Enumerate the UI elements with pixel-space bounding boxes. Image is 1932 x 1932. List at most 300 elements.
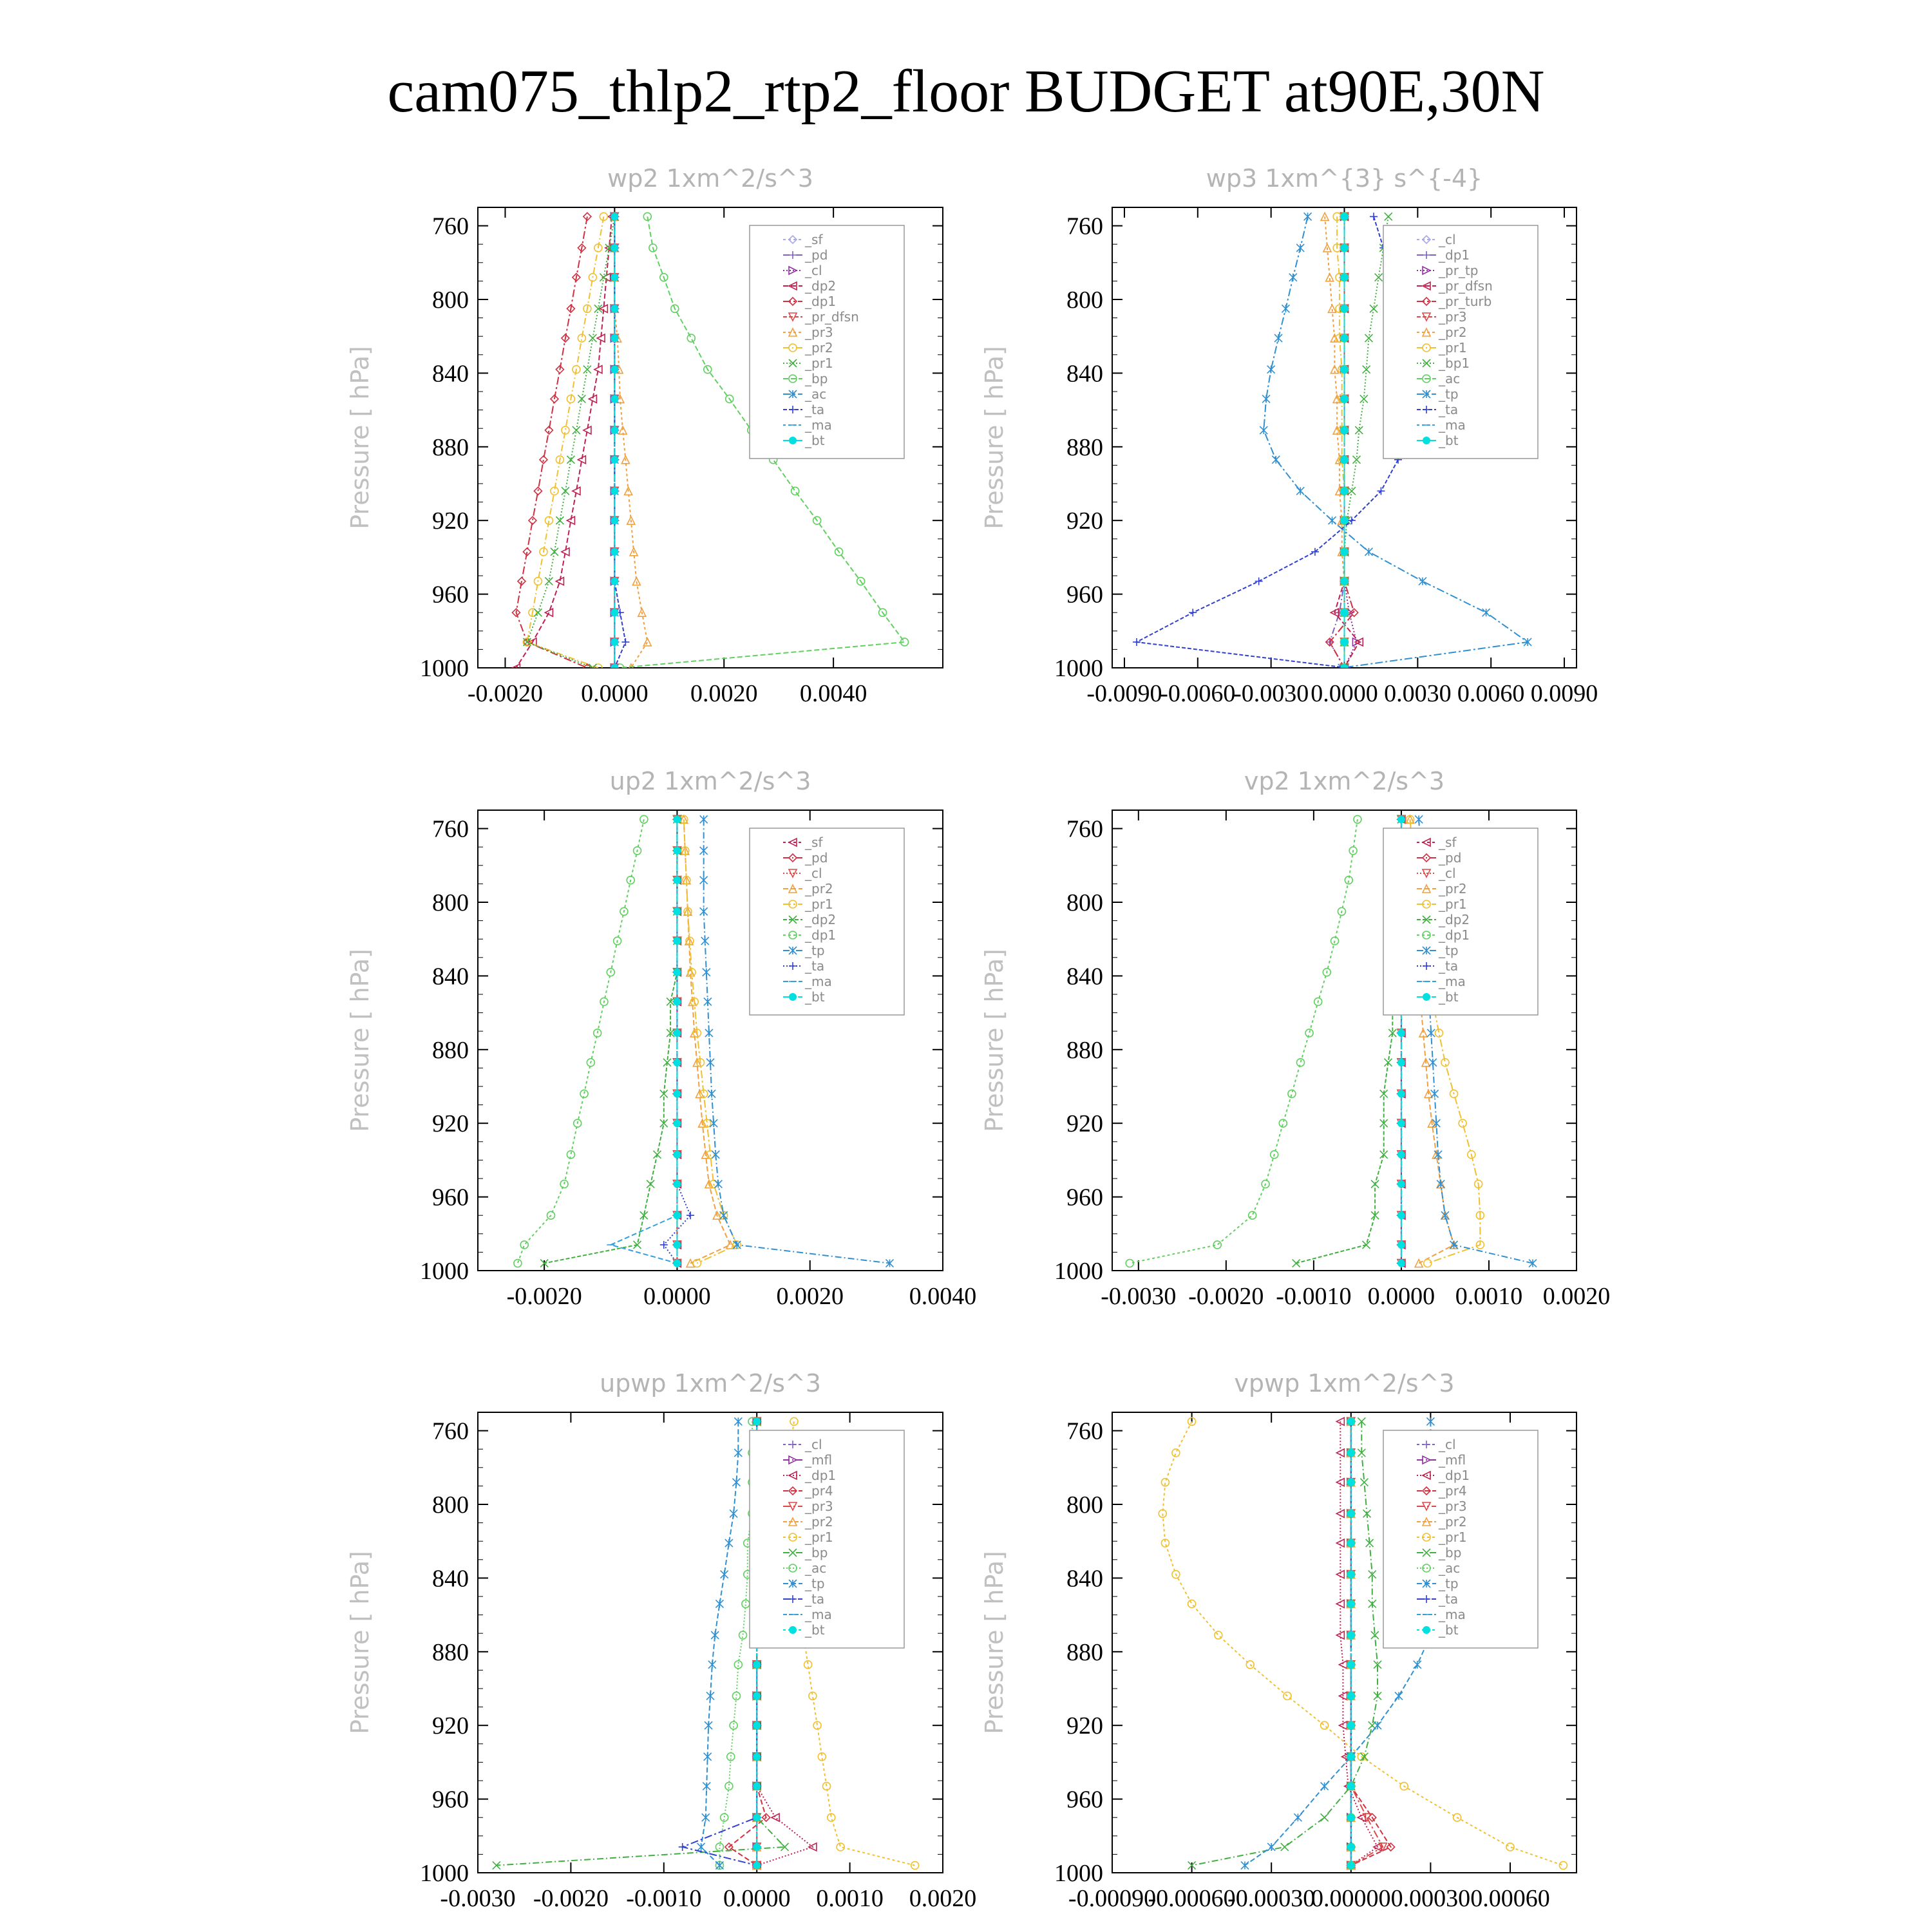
y-tick-label: 960 — [1066, 581, 1103, 609]
y-tick-label: 760 — [1066, 815, 1103, 843]
x-tick-label: -0.0030 — [1101, 1283, 1177, 1310]
data-point — [1255, 578, 1263, 585]
y-tick-label: 800 — [1066, 287, 1103, 314]
legend-label: _ta — [1439, 958, 1459, 974]
data-point — [1341, 578, 1349, 585]
data-point — [611, 274, 618, 281]
data-point — [1305, 1029, 1313, 1037]
panel-title: vpwp 1xm^2/s^3 — [1234, 1369, 1455, 1397]
data-point — [1329, 516, 1336, 524]
data-point — [1397, 1090, 1405, 1097]
legend-label: _dp1 — [805, 1468, 837, 1483]
legend-label: _dp2 — [805, 278, 837, 294]
data-point — [702, 1814, 710, 1821]
data-point — [1347, 1479, 1355, 1486]
legend-label: _pr_turb — [1439, 294, 1492, 309]
data-point — [1347, 1783, 1355, 1790]
data-point — [1397, 1241, 1405, 1249]
data-point — [704, 998, 712, 1005]
y-tick-label: 840 — [432, 1565, 469, 1593]
series-line-pr2 — [684, 819, 730, 1263]
data-point — [611, 487, 618, 495]
data-point — [753, 1753, 761, 1761]
legend-label: _pr3 — [1439, 1499, 1467, 1514]
legend-label: _pr4 — [805, 1483, 833, 1499]
data-point — [1429, 1059, 1437, 1066]
data-point — [706, 1692, 714, 1700]
legend-marker — [789, 993, 797, 1001]
data-point — [611, 516, 618, 524]
x-tick-label: 0.0010 — [1455, 1283, 1523, 1310]
data-point — [703, 1783, 710, 1790]
legend-label: _bp — [1439, 1545, 1462, 1560]
legend-label: _cl — [1439, 1437, 1456, 1452]
data-point — [1395, 1692, 1403, 1700]
data-point — [673, 969, 681, 976]
data-point — [1363, 1241, 1370, 1249]
data-point — [1347, 1753, 1355, 1761]
y-tick-label: 760 — [1066, 1417, 1103, 1445]
data-point — [706, 1059, 714, 1066]
data-point — [1347, 1814, 1355, 1821]
data-point — [1347, 1692, 1355, 1700]
data-point — [1371, 1180, 1379, 1188]
chart-panel-5 — [346, 1369, 976, 1912]
data-point — [534, 609, 542, 616]
data-point — [1419, 578, 1426, 585]
chart-panel-3 — [346, 767, 976, 1310]
data-point — [712, 1151, 719, 1159]
legend-label: _pr1 — [1439, 340, 1467, 355]
data-point — [673, 1151, 681, 1159]
legend-marker — [789, 1626, 797, 1634]
legend-label: _bp — [805, 371, 828, 386]
series-line-ma — [611, 819, 677, 1263]
y-tick-label: 960 — [1066, 1184, 1103, 1211]
data-point — [1360, 1479, 1368, 1486]
data-point — [700, 907, 708, 915]
y-tick-label: 920 — [1066, 507, 1103, 535]
data-point — [673, 847, 681, 855]
data-point — [753, 1692, 761, 1700]
data-point — [703, 969, 710, 976]
x-tick-label: 0.0030 — [1384, 680, 1452, 707]
series-line-bp — [1192, 1421, 1378, 1865]
data-point — [734, 1661, 742, 1669]
y-tick-label: 1000 — [1054, 1860, 1103, 1887]
data-point — [1397, 1119, 1405, 1127]
y-tick-label: 880 — [1066, 1036, 1103, 1064]
data-point — [1188, 1600, 1196, 1607]
data-point — [673, 907, 681, 915]
data-point — [1341, 213, 1349, 220]
data-point — [514, 1260, 522, 1267]
series-line-pr_tp — [1345, 216, 1357, 668]
x-tick-label: -0.00090 — [1068, 1885, 1157, 1912]
legend-label: _cl — [1439, 232, 1456, 247]
data-point — [1397, 1151, 1405, 1159]
data-point — [611, 456, 618, 464]
data-point — [1294, 1814, 1302, 1821]
data-point — [734, 1417, 742, 1425]
y-tick-label: 840 — [1066, 963, 1103, 990]
legend-label: _tp — [1439, 1576, 1459, 1591]
legend-label: _pd — [805, 247, 828, 263]
legend-label: _tp — [1439, 943, 1459, 958]
data-point — [725, 1783, 733, 1790]
y-tick-label: 880 — [432, 433, 469, 461]
data-point — [1385, 213, 1392, 220]
data-point — [1336, 1539, 1344, 1547]
data-point — [1358, 1814, 1365, 1821]
legend-label: _tp — [805, 943, 825, 958]
data-point — [673, 815, 681, 823]
legend-label: _mfl — [1439, 1452, 1466, 1468]
series-line-dp1 — [516, 216, 587, 668]
data-point — [1296, 244, 1304, 252]
data-point — [1347, 1661, 1355, 1669]
data-point — [1414, 1661, 1421, 1669]
legend-label: _cl — [805, 866, 822, 881]
series-line-pr1 — [1337, 216, 1344, 668]
data-point — [714, 1180, 722, 1188]
data-point — [1288, 1090, 1296, 1097]
x-tick-label: -0.0030 — [440, 1885, 516, 1912]
legend-label: _tp — [805, 1576, 825, 1591]
data-point — [1341, 516, 1349, 524]
legend-label: _bt — [1439, 1622, 1459, 1638]
page-title: cam075_thlp2_rtp2_floor BUDGET at90E,30N — [387, 58, 1545, 125]
data-point — [611, 213, 618, 220]
legend-label: _dp2 — [805, 912, 837, 927]
data-point — [732, 1479, 740, 1486]
data-point — [1341, 366, 1349, 374]
y-tick-label: 920 — [432, 1712, 469, 1740]
legend-label: _pr4 — [1439, 1483, 1467, 1499]
x-tick-label: 0.00000 — [1311, 1885, 1391, 1912]
y-axis-label: Pressure [ hPa] — [346, 1551, 374, 1734]
x-tick-label: 0.00060 — [1470, 1885, 1550, 1912]
x-tick-label: -0.00030 — [1227, 1885, 1316, 1912]
data-point — [704, 1753, 712, 1761]
series-line-ta — [1137, 216, 1410, 668]
data-point — [611, 578, 618, 585]
y-tick-label: 1000 — [1054, 655, 1103, 682]
data-point — [733, 1241, 741, 1249]
data-point — [1347, 1417, 1355, 1425]
legend-label: _bt — [805, 989, 825, 1005]
legend-label: _ta — [1439, 402, 1459, 417]
chart-panel-1 — [346, 164, 943, 707]
legend-label: _ta — [805, 958, 825, 974]
legend-label: _ma — [805, 1607, 832, 1622]
data-point — [1347, 1539, 1355, 1547]
data-point — [1341, 456, 1349, 464]
legend-marker — [789, 437, 797, 444]
y-tick-label: 960 — [432, 581, 469, 609]
y-tick-label: 1000 — [1054, 1258, 1103, 1285]
legend-label: _dp1 — [805, 294, 837, 309]
x-tick-label: 0.0020 — [690, 680, 758, 707]
data-point — [611, 244, 618, 252]
data-point — [1397, 1180, 1405, 1188]
data-point — [1241, 1862, 1249, 1870]
data-point — [1426, 1417, 1434, 1425]
legend-label: _pr2 — [805, 1514, 833, 1530]
data-point — [673, 876, 681, 884]
y-tick-label: 800 — [432, 287, 469, 314]
y-tick-label: 960 — [1066, 1786, 1103, 1814]
y-tick-label: 800 — [1066, 889, 1103, 916]
y-tick-label: 840 — [1066, 360, 1103, 388]
legend-label: _bt — [805, 1622, 825, 1638]
data-point — [1321, 1783, 1329, 1790]
data-point — [673, 1090, 681, 1097]
legend-label: _ta — [805, 402, 825, 417]
data-point — [673, 1059, 681, 1066]
data-point — [1341, 274, 1349, 281]
y-tick-label: 760 — [432, 815, 469, 843]
x-tick-label: 0.0040 — [799, 680, 867, 707]
data-point — [673, 1241, 681, 1249]
legend-label: _pr3 — [1439, 309, 1467, 325]
legend-label: _pr3 — [805, 1499, 833, 1514]
x-tick-label: -0.0020 — [1188, 1283, 1264, 1310]
data-point — [697, 1843, 705, 1851]
data-point — [1397, 1260, 1405, 1267]
legend-label: _pr2 — [1439, 881, 1467, 896]
x-tick-label: -0.0010 — [626, 1885, 702, 1912]
data-point — [1336, 1449, 1344, 1457]
series-line-dp1 — [518, 819, 644, 1263]
x-tick-label: 0.0020 — [909, 1885, 977, 1912]
y-tick-label: 840 — [432, 963, 469, 990]
data-point — [708, 1090, 715, 1097]
y-tick-label: 760 — [432, 213, 469, 240]
legend-marker — [1423, 437, 1430, 444]
data-point — [725, 1539, 733, 1547]
data-point — [1262, 395, 1270, 402]
data-point — [1272, 456, 1280, 464]
legend-label: _ma — [805, 974, 832, 989]
legend-label: _bp1 — [1439, 355, 1470, 371]
data-point — [1347, 1631, 1355, 1639]
series-line-pr3 — [614, 216, 647, 668]
data-point — [711, 1631, 719, 1639]
data-point — [1347, 1449, 1355, 1457]
x-tick-label: -0.0090 — [1086, 680, 1162, 707]
data-point — [520, 1241, 528, 1249]
x-tick-label: 0.00030 — [1390, 1885, 1471, 1912]
data-point — [1267, 1843, 1275, 1851]
data-point — [1321, 1721, 1329, 1729]
data-point — [753, 1783, 761, 1790]
data-point — [1347, 1571, 1355, 1578]
data-point — [551, 548, 558, 556]
data-point — [1341, 609, 1349, 616]
y-tick-label: 1000 — [420, 655, 469, 682]
data-point — [730, 1721, 737, 1729]
data-point — [708, 1661, 716, 1669]
data-point — [715, 1843, 723, 1851]
legend-label: _dp1 — [1439, 247, 1470, 263]
y-tick-label: 920 — [1066, 1712, 1103, 1740]
data-point — [567, 456, 574, 464]
data-point — [1282, 305, 1289, 312]
series-line-bp1 — [1345, 216, 1388, 668]
legend-label: _pr1 — [805, 896, 833, 912]
y-axis-label: Pressure [ hPa] — [346, 949, 374, 1132]
data-point — [679, 1843, 687, 1851]
data-point — [1459, 1119, 1466, 1127]
legend-label: _sf — [805, 232, 823, 247]
data-point — [673, 937, 681, 945]
legend-label: _pr1 — [805, 355, 833, 371]
data-point — [1172, 1449, 1180, 1457]
x-tick-label: -0.0010 — [1276, 1283, 1352, 1310]
data-point — [1304, 213, 1312, 220]
x-tick-label: 0.0000 — [1311, 680, 1378, 707]
data-point — [730, 1510, 737, 1517]
data-point — [1347, 1843, 1355, 1851]
y-tick-label: 760 — [432, 1417, 469, 1445]
data-point — [1374, 1721, 1381, 1729]
x-tick-label: -0.0020 — [533, 1885, 609, 1912]
data-point — [611, 664, 618, 672]
y-tick-label: 920 — [432, 1110, 469, 1138]
series-line-tp — [701, 1421, 739, 1865]
data-point — [1296, 1059, 1304, 1066]
chart-panel-4 — [980, 767, 1610, 1310]
y-axis-label: Pressure [ hPa] — [980, 1551, 1009, 1734]
data-point — [1336, 1510, 1344, 1517]
data-point — [1347, 1510, 1355, 1517]
data-point — [1424, 1260, 1432, 1267]
data-point — [720, 1211, 728, 1219]
y-tick-label: 800 — [432, 1492, 469, 1519]
data-point — [1341, 664, 1349, 672]
legend-label: _dp1 — [1439, 1468, 1470, 1483]
panel-title: upwp 1xm^2/s^3 — [600, 1369, 821, 1397]
data-point — [1441, 1211, 1449, 1219]
data-point — [753, 1814, 761, 1821]
panel-title: wp3 1xm^{3} s^{-4} — [1206, 164, 1483, 193]
legend-label: _dp1 — [805, 927, 837, 943]
legend-label: _mfl — [805, 1452, 833, 1468]
y-tick-label: 840 — [1066, 1565, 1103, 1593]
data-point — [1397, 1211, 1405, 1219]
data-point — [715, 1862, 723, 1870]
data-point — [611, 638, 618, 646]
y-tick-label: 880 — [432, 1638, 469, 1666]
data-point — [1431, 1090, 1439, 1097]
data-point — [1279, 1119, 1287, 1127]
data-point — [621, 638, 629, 646]
legend-label: _ac — [805, 386, 827, 402]
data-point — [673, 1211, 681, 1219]
legend-label: _pr1 — [805, 1530, 833, 1545]
data-point — [1397, 815, 1405, 823]
data-point — [611, 334, 618, 342]
series-line-dp1 — [1130, 819, 1358, 1263]
series-line-dp2 — [516, 216, 612, 668]
legend-label: _ma — [1439, 417, 1466, 433]
legend-label: _pr_dfsn — [1439, 278, 1493, 294]
series-line-pr3 — [1351, 1421, 1383, 1865]
y-axis-label: Pressure [ hPa] — [980, 346, 1009, 529]
chart-panel-2 — [980, 164, 1598, 707]
data-point — [721, 1571, 728, 1578]
legend-label: _sf — [1439, 835, 1457, 850]
legend-label: _cl — [805, 1437, 822, 1452]
data-point — [700, 847, 708, 855]
legend-label: _pr3 — [805, 325, 833, 340]
x-tick-label: -0.0020 — [506, 1283, 582, 1310]
y-axis-label: Pressure [ hPa] — [980, 949, 1009, 1132]
x-tick-label: 0.0000 — [1367, 1283, 1435, 1310]
data-point — [837, 1843, 844, 1851]
data-point — [647, 1180, 654, 1188]
data-point — [611, 548, 618, 556]
y-tick-label: 800 — [1066, 1492, 1103, 1519]
data-point — [1336, 1600, 1344, 1607]
x-tick-label: -0.0030 — [1233, 680, 1309, 707]
legend-marker — [1423, 1626, 1430, 1634]
y-tick-label: 760 — [1066, 213, 1103, 240]
data-point — [700, 876, 708, 884]
series-line-ta — [683, 1421, 757, 1865]
y-tick-label: 840 — [432, 360, 469, 388]
series-line-pr1 — [684, 819, 737, 1263]
data-point — [1397, 1029, 1405, 1037]
legend-label: _bt — [1439, 989, 1459, 1005]
legend-label: _cl — [1439, 866, 1456, 881]
data-point — [705, 1029, 713, 1037]
series-line-dp2 — [544, 819, 677, 1263]
data-point — [1341, 426, 1349, 434]
x-tick-label: 0.0000 — [643, 1283, 711, 1310]
data-point — [1249, 1211, 1256, 1219]
data-point — [1482, 609, 1490, 616]
data-point — [791, 487, 799, 495]
data-point — [753, 1661, 761, 1669]
y-tick-label: 1000 — [420, 1860, 469, 1887]
panel-title: wp2 1xm^2/s^3 — [607, 164, 813, 193]
data-point — [1260, 426, 1267, 434]
y-tick-label: 880 — [1066, 1638, 1103, 1666]
data-point — [562, 487, 569, 495]
data-point — [1133, 638, 1141, 646]
x-tick-label: 0.0010 — [816, 1885, 884, 1912]
data-point — [753, 1843, 761, 1851]
legend-label: _pr1 — [1439, 1530, 1467, 1545]
data-point — [1365, 548, 1372, 556]
legend-label: _dp2 — [1439, 912, 1470, 927]
data-point — [687, 334, 695, 342]
data-point — [1189, 609, 1197, 616]
data-point — [1274, 334, 1282, 342]
legend-label: _ac — [805, 1560, 827, 1576]
legend-label: _ac — [1439, 1560, 1461, 1576]
legend-label: _ac — [1439, 371, 1461, 386]
x-tick-label: 0.0040 — [909, 1283, 977, 1310]
data-point — [611, 395, 618, 402]
y-tick-label: 800 — [432, 889, 469, 916]
data-point — [1437, 1180, 1444, 1188]
data-point — [673, 1029, 681, 1037]
legend-label: _pr2 — [805, 881, 833, 896]
data-point — [1296, 487, 1304, 495]
